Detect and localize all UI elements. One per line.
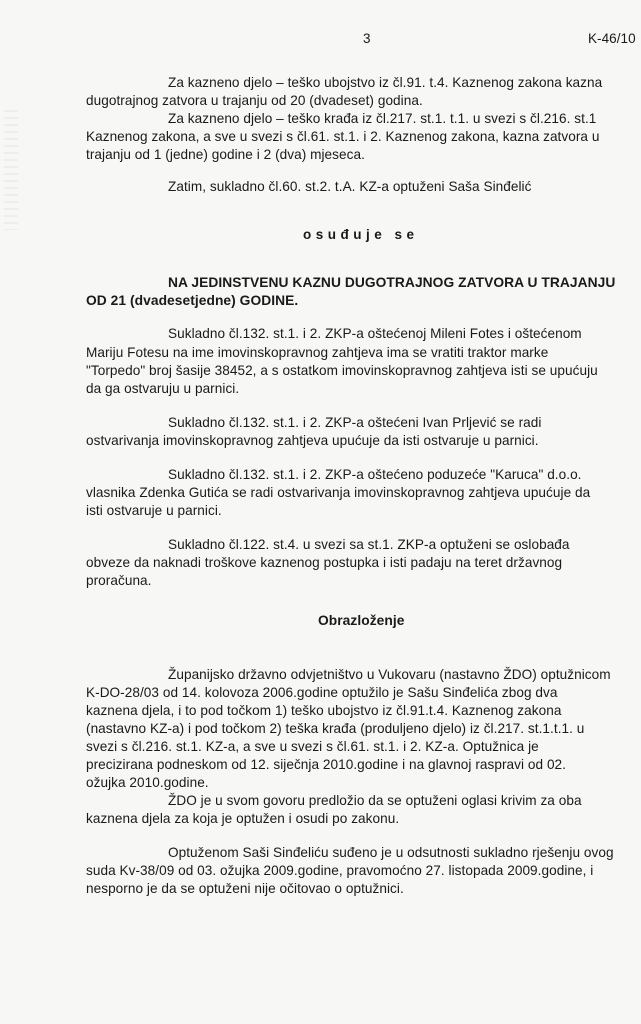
text-line: kaznena djela za koja je optužen i osudi po zakonu. [86, 811, 400, 826]
sentence-line-2: OD 21 (dvadesetjedne) GODINE. [86, 293, 299, 308]
text-line: trajanju od 1 (jedne) godine i 2 (dva) mjeseca. [86, 147, 365, 162]
text-line: dugotrajnog zatvora u trajanju od 20 (dvadeset) godina. [86, 93, 423, 108]
scan-artifact [4, 110, 18, 230]
text-line: Za kazneno djelo – teško ubojstvo iz čl.91. t.4. Kaznenog zakona kazna [168, 75, 603, 90]
text-line: vlasnika Zdenka Gutića se radi ostvarivanja imovinskopravnog zahtjeva upućuje da [86, 485, 591, 500]
text-line: Sukladno čl.122. st.4. u svezi sa st.1. ZKP-a optuženi se oslobađa [168, 537, 570, 552]
text-line: Za kazneno djelo – teško krađa iz čl.217. st.1. t.1. u svezi s čl.216. st.1 [168, 111, 597, 126]
text-line: Optuženom Saši Sinđeliću suđeno je u odsutnosti sukladno rješenju ovog [168, 845, 614, 860]
text-line: Sukladno čl.132. st.1. i 2. ZKP-a oštećenoj Mileni Fotes i oštećenom [168, 326, 582, 341]
text-line: kaznena djela, i to pod točkom 1) teško ubojstvo iz čl.91.t.4. Kaznenog zakona [86, 703, 562, 718]
sentence-line-1: NA JEDINSTVENU KAZNU DUGOTRAJNOG ZATVORA U TRAJANJU [168, 275, 616, 290]
text-line: da ga ostvaruju u parnici. [86, 381, 240, 396]
text-line: Mariju Fotesu na ime imovinskopravnog zahtjeva ima se vratiti traktor marke [86, 345, 549, 360]
text-line: Kaznenog zakona, a sve u svezi s čl.61. st.1. i 2. Kaznenog zakona, kazna zatvora u [86, 129, 600, 144]
text-line: proračuna. [86, 573, 152, 588]
reasoning-heading: Obrazloženje [318, 613, 405, 628]
text-line: Zatim, sukladno čl.60. st.2. t.A. KZ-a optuženi Saša Sinđelić [168, 179, 532, 194]
text-line: svezi s čl.216. st.1. KZ-a, a sve u svezi s čl.61. st.1. i 2. KZ-a. Optužnica je [86, 739, 539, 754]
text-line: "Torpedo" broj šasije 38452, a s ostatkom imovinskopravnog zahtjeva isti se upućuju [86, 363, 598, 378]
case-number: K-46/10 [588, 31, 636, 46]
text-line: ostvarivanja imovinskopravnog zahtjeva upućuje da isti ostvaruje u parnici. [86, 433, 539, 448]
text-line: obveze da naknadi troškove kaznenog postupka i isti padaju na teret državnog [86, 555, 563, 570]
text-line: ožujka 2010.godine. [86, 775, 209, 790]
text-line: ŽDO je u svom govoru predložio da se optuženi oglasi krivim za oba [168, 793, 582, 808]
text-line: Županijsko državno odvjetništvo u Vukovaru (nastavno ŽDO) optužnicom [168, 667, 611, 682]
text-line: isti ostvaruje u parnici. [86, 503, 222, 518]
text-line: nesporno je da se optuženi nije očitovao o optužnici. [86, 881, 404, 896]
text-line: Sukladno čl.132. st.1. i 2. ZKP-a oštećeni Ivan Prljević se radi [168, 415, 542, 430]
page-number: 3 [363, 31, 371, 46]
text-line: (nastavno KZ-a) i pod točkom 2) teška krađa (produljeno djelo) iz čl.217. st.1.t.1. u [86, 721, 585, 736]
text-line: precizirana podneskom od 12. siječnja 2010.godine i na glavnoj raspravi od 02. [86, 757, 566, 772]
text-line: Sukladno čl.132. st.1. i 2. ZKP-a oštećeno poduzeće "Karuca" d.o.o. [168, 467, 582, 482]
text-line: K-DO-28/03 od 14. kolovoza 2006.godine optužilo je Sašu Sinđelića zbog dva [86, 685, 558, 700]
text-line: suda Kv-38/09 od 03. ožujka 2009.godine, pravomoćno 27. listopada 2009.godine, i [86, 863, 594, 878]
verdict-word: osuđuje se [303, 227, 419, 242]
